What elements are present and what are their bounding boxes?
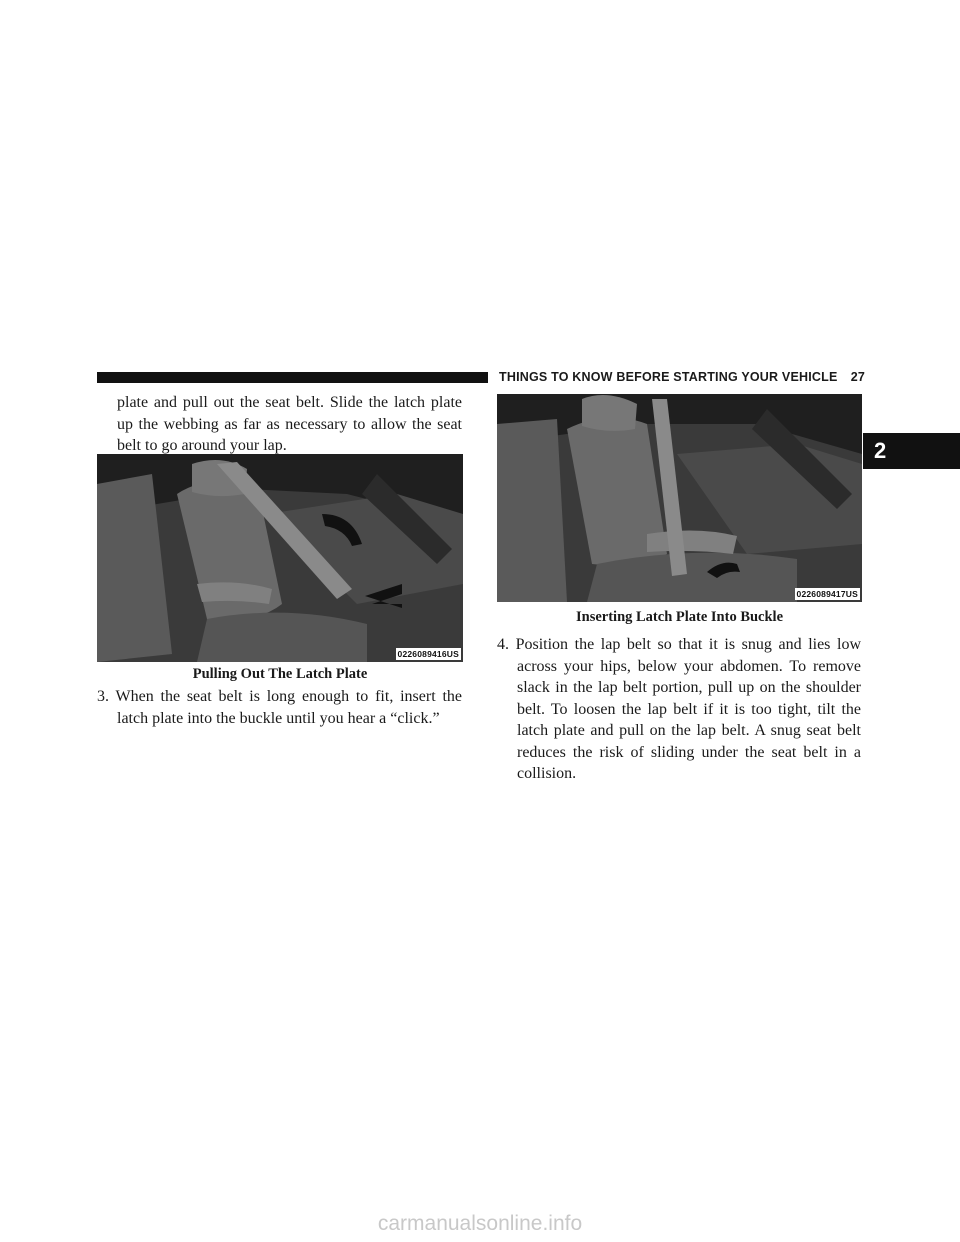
running-header [499,370,865,384]
page-number: 27 [850,370,865,384]
section-title: THINGS TO KNOW BEFORE STARTING YOUR VEHICLE [499,370,838,384]
figure-inserting-latch-plate [497,394,862,602]
figure-pulling-latch-plate [97,454,463,662]
seat-illustration-1 [97,454,463,662]
step-3: 3. When the seat belt is long enough to fit, insert the latch plate into the buckle until you hear a “click.” [97,688,462,727]
figure-caption: Pulling Out The Latch Plate [192,666,368,682]
chapter-tab: 2 [863,433,960,469]
watermark: carmanualsonline.info [377,1212,583,1235]
header-rule [97,372,488,383]
step-4: 4. Position the lap belt so that it is snug and lies low across your hips, below your abdomen. To remove slack in the lap belt portion, pull up on the shoulder belt. To loosen the lap belt if it is too tight, tilt the latch plate and pull on the lap belt. A snug seat belt reduces the risk of sliding under the seat belt in a collision. [497,636,861,782]
continuation-paragraph: plate and pull out the seat belt. Slide the latch plate up the webbing as far as necessary to allow the seat belt to go around your lap. [117,394,462,454]
seat-illustration-2 [497,394,862,602]
figure-caption: Inserting Latch Plate Into Buckle [575,609,784,625]
image-code: 0226089417US [796,589,858,599]
image-code: 0226089416US [397,649,459,659]
